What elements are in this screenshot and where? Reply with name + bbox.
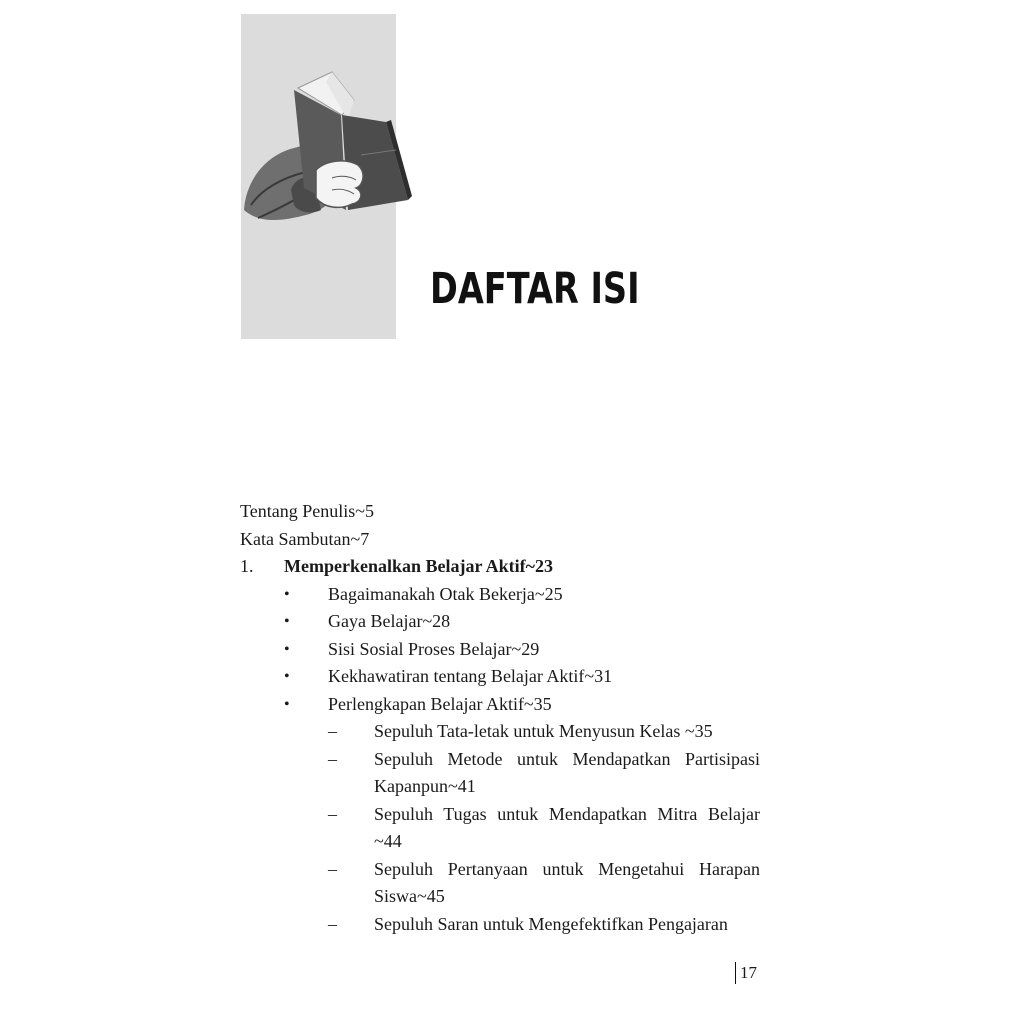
toc-chapter [240, 553, 770, 581]
bullet-icon: • [284, 585, 290, 603]
toc-bullet-item [240, 691, 770, 719]
bullet-text: Kekhawatiran tentang Belajar Aktif~31 [328, 666, 613, 686]
page-number-rule [735, 962, 736, 984]
hand-holding-book-icon [236, 60, 426, 235]
bullet-text: Sisi Sosial Proses Belajar~29 [328, 638, 540, 659]
chapter-number: 1. [240, 556, 254, 576]
toc-subitem [240, 801, 770, 856]
bullet-icon: • [284, 668, 290, 685]
toc-subitem [240, 911, 770, 939]
dash-icon: – [328, 858, 337, 879]
bullet-text: Gaya Belajar~28 [328, 611, 451, 631]
table-of-contents [240, 498, 770, 938]
chapter-title: Memperkenalkan Belajar Aktif~23 [284, 556, 554, 576]
bullet-icon: • [284, 640, 290, 658]
toc-bullet-item [240, 581, 770, 609]
subitem-text: Sepuluh Saran untuk Mengefektifkan Pengajaran [374, 913, 728, 934]
bullet-text: Perlengkapan Belajar Aktif~35 [328, 693, 552, 714]
bullet-text: Bagaimanakah Otak Bekerja~25 [328, 583, 563, 604]
toc-bullet-item [240, 663, 770, 691]
subitem-text: Sepuluh Pertanyaan untuk Mengetahui Harapan Siswa~45 [374, 858, 760, 906]
subitem-text: Sepuluh Tugas untuk Mendapatkan Mitra Belajar ~44 [374, 803, 760, 851]
dash-icon: – [328, 913, 337, 934]
dash-icon: – [328, 748, 337, 769]
toc-subitem [240, 718, 770, 746]
bullet-icon: • [284, 695, 290, 713]
toc-entry: Tentang Penulis~5 [240, 501, 374, 521]
toc-bullet-item [240, 636, 770, 664]
toc-bullet-item [240, 608, 770, 636]
page-title: DAFTAR ISI [430, 264, 640, 314]
page-number-text: 17 [740, 963, 757, 982]
page-number [735, 962, 757, 984]
toc-subitem [240, 746, 770, 801]
subitem-text: Sepuluh Tata-letak untuk Menyusun Kelas ~35 [374, 721, 713, 741]
toc-subitem [240, 856, 770, 911]
toc-entry: Kata Sambutan~7 [240, 528, 370, 549]
dash-icon: – [328, 803, 337, 824]
dash-icon: – [328, 721, 337, 741]
subitem-text: Sepuluh Metode untuk Mendapatkan Partisipasi Kapanpun~41 [374, 748, 760, 796]
bullet-icon: • [284, 613, 290, 630]
